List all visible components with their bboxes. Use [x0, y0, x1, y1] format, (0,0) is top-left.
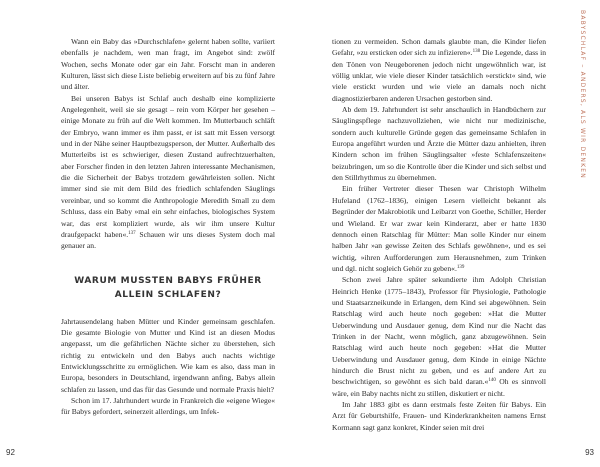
- right-text-column: [332, 36, 546, 433]
- paragraph: Jahrtausendelang haben Mütter und Kinder gemeinsam geschlafen. Die gesamte Biologie von Mutter und Kind ist an diesen Modus angepasst, um die gefährlichen Nächte sicher zu überstehen, sich richtig zu entwickeln und den Babys auch nachts wichtige Entwicklungsschritte zu ermöglichen. Wie kam es also, dass man in Europa, besonders in Deutschland, irgendwann anfing, Babys allein schlafen zu lassen, und das für das Gesunde und normale Praxis hielt?: [61, 316, 275, 394]
- left-text-column: [61, 36, 275, 418]
- running-head: BABYSCHLAF – ANDERS, ALS WIR DENKEN: [579, 10, 586, 179]
- paragraph: [332, 36, 546, 104]
- paragraph: Schon im 17. Jahrhundert wurde in Frankreich die »eigene Wiege« für Babys gefordert, seinerzeit allerdings, um Infek-: [61, 395, 275, 417]
- page-number: 93: [585, 448, 594, 457]
- section-heading: [61, 274, 275, 302]
- footnote-ref: 138: [472, 49, 481, 55]
- paragraph-text: Die Legende, dass in den Tönen von Neugeborenen jedoch nicht ungewöhnlich war, ist völlig unklar, wie viele dieser Kinder tatsächlich »erstickt« sind, wie viele erstickt wurden und wie viele an damals noch nicht diagnostizierbaren anderen Ursachen gestorben sind.: [332, 48, 546, 103]
- paragraph: [61, 93, 275, 252]
- paragraph: [332, 274, 546, 399]
- paragraph: [332, 183, 546, 274]
- paragraph-text: Bei unseren Babys ist Schlaf auch deshalb eine komplizierte Angelegenheit, weil sie sie gesagt – rein vom Körper her gesehen – einige Monate zu früh auf die Welt kommen. Im Mutterbauch schläft der Embryo, wann immer es ihm passt, er ist satt mit Essen versorgt und in der Nähe seiner Hauptbezugsperson, der Mutter. Außerhalb des Mutterleibs ist es schwieriger, diesen Zustand aufrechtzuerhalten, aber Forscher finden in den letzten Jahren interessante Mechanismen, die die Sicherheit der Babys trotzdem gewährleisten sollen. Nicht immer sind sie mit dem Bild des friedlich schlafenden Säuglings vereinbar, und so kommt die Anthropologie Meredith Small zu dem Schluss, dass ein Baby »mal ein sehr einfaches, biologisches System war, das erst kompliziert wurde, als wir ihm unsere Kultur draufgepackt haben«.: [61, 93, 275, 239]
- paragraph: Im Jahr 1883 gibt es dann erstmals feste Zeiten für Babys. Ein Arzt für Geburtshilfe, Frauen- und Kinderkrankheiten namens Ernst Kormann sagt ganz konkret, Kinder seien mit drei: [332, 400, 546, 432]
- page-number: 92: [6, 448, 15, 457]
- paragraph-text: Schon zwei Jahre später sekundierte ihm Adolph Christian Heinrich Henke (1775–1843), Professor für Physiologie, Pathologie und Staatsarzneikunde in Erlangen, dem Kind sei abgewöhnen. Sein Ratschlag wird auch heute noch gegeben: »Hat die Mutter Ueberwindung und Ausdauer genug, dem Kind nur die Nacht das Trinken in der Nacht, wenn möglich, ganz abzugewöhnen. Sein Ratschlag wird auch heute noch gegeben: »Hat die Mutter Ueberwindung und Ausdauer genug, dem Kinde in einige Nächte hindurch die Brust nicht zu geben, und es auf andere Art zu beschwichtigen, so gewöhnt es sich bald daran.«: [332, 275, 546, 387]
- paragraph-text: Oh es sinnvoll wäre, ein Baby nachts nicht zu stillen, diskutiert er nicht.: [332, 377, 546, 398]
- heading-line: ALLEIN SCHLAFEN?: [114, 289, 222, 300]
- right-page: [300, 0, 600, 467]
- paragraph-text: Schauen wir uns dieses System doch mal genauer an.: [61, 229, 275, 251]
- paragraph: Ab dem 19. Jahrhundert ist sehr anschaulich in Handbüchern zur Säuglingspflege nachzuvollziehen, wie nicht nur medizinische, sondern auch kulturelle Gründe gegen das gemeinsame Schlafen in Europa angeführt wurden und Ärzte die Mütter dazu anhielten, ihren Kindern schon im frühen Säuglingsalter »feste Schlafenszeiten« beizubringen, um so die Kontrolle über die Kinder und sich selbst und den Stillrhythmus zu übernehmen.: [332, 105, 546, 183]
- footnote-ref: 137: [128, 230, 136, 236]
- paragraph-text: tionen zu vermeiden. Schon damals glaubte man, die Kinder liefen Gefahr, »zu ersticken oder sich zu infizieren«.: [332, 37, 546, 58]
- footnote-ref: 140: [488, 378, 496, 384]
- footnote-ref: 139: [456, 264, 465, 270]
- heading-line: WARUM MUSSTEN BABYS FRÜHER: [74, 275, 262, 286]
- paragraph: Wann ein Baby das »Durchschlafen« gelernt haben sollte, variiert ebenfalls je nachdem, wen man fragt, im Angebot sind: zwölf Wochen, sechs Monate oder gar ein Jahr. Forscht man in anderen Kulturen, lässt sich diese Liste beliebig erweitern auf bis zu fünf Jahre und älter.: [61, 37, 275, 92]
- paragraph-text: Ein früher Vertreter dieser Thesen war Christoph Wilhelm Hufeland (1762–1836), einigen Lesern vielleicht bekannt als Begründer der Makrobiotik und Leibarzt von Goethe, Schiller, Herder und Wieland. Er war zwar kein Kinderarzt, aber er hatte 1830 dennoch einen Ratschlag für Mütter: Man solle Kinder nur einem halben Jahr »an gewisse Zeiten des Schlafs gewöhnen«, und es sei wichtig, »ihren Aufforderungen zum Herausnehmen, zum Trinken und dgl. nicht sogleich Gehör zu geben«.: [332, 184, 546, 273]
